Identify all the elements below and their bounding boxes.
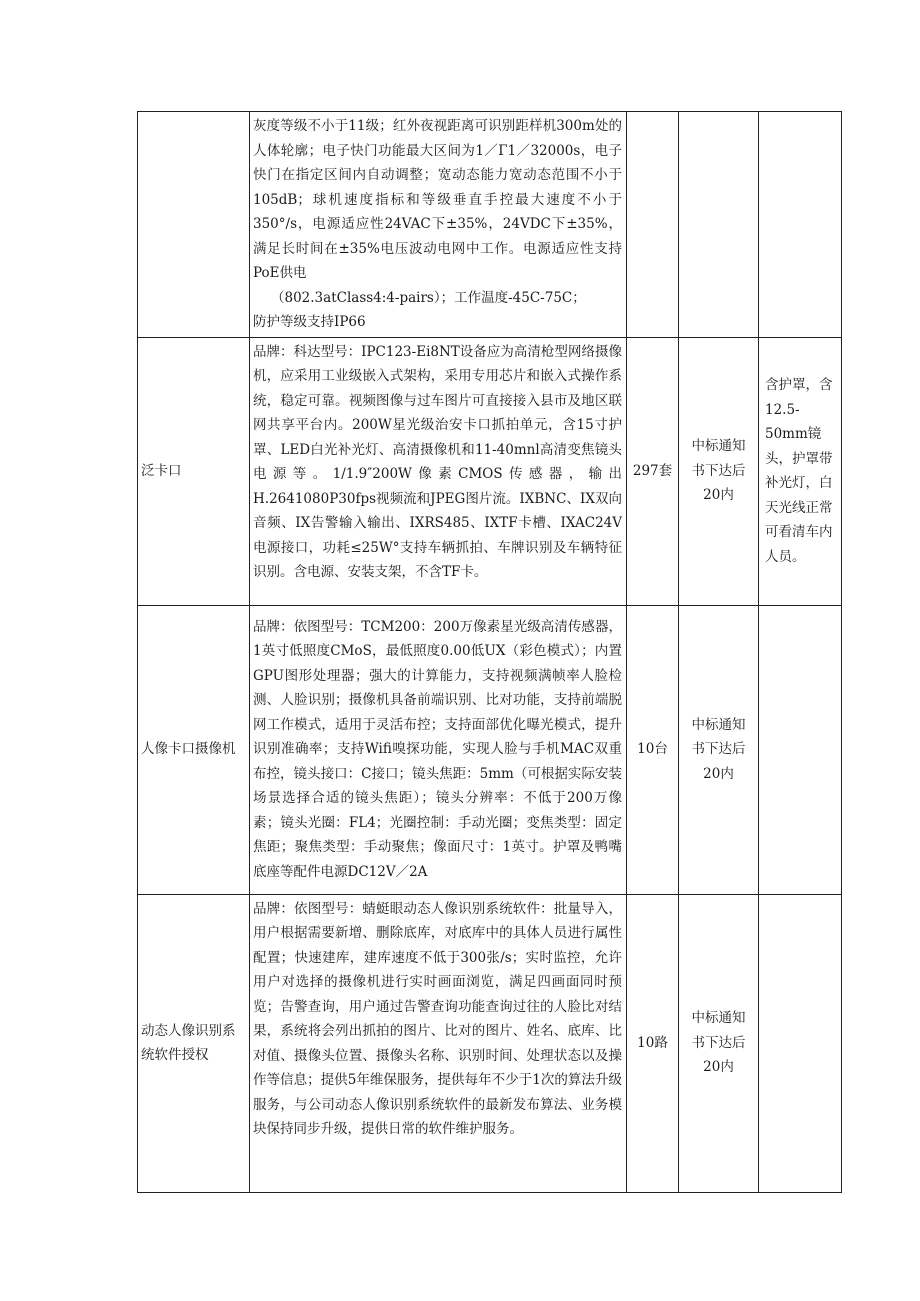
spec-paragraph: 灰度等级不小于11级；红外夜视距离可识别距样机300m处的人体轮廓；电子快门功能最大区间为1／Γ1／32000s，电子快门在指定区间内自动调整；宽动态能力宽动态范围不小于105dB；球机速度指标和等级垂直手控最大速度不小于350°/s，电源适应性24VAC下±35%，24VDC下±35%，满足长时间在±35%电压波动电网中工作。电源适应性支持PoE供电 xyxy=(253,118,622,281)
item-spec-cell xyxy=(250,112,627,338)
quantity-cell: 297套 xyxy=(627,337,679,605)
table-row xyxy=(138,605,842,894)
delivery-cell: 中标通知书下达后20内 xyxy=(679,605,759,894)
spec-paragraph: 品牌：科达型号：IPC123-Ei8NT设备应为高清枪型网络摄像机，应采用工业级嵌入式架构，采用专用芯片和嵌入式操作系统，稳定可靠。视频图像与过车图片可直接接入县市及地区联网共享平台内。200W星光级治安卡口抓拍单元，含15寸护罩、LED白光补光灯、高清摄像机和11-40mnl高清变焦镜头电源等。1/1.9″200W像素CMOS传感器，输出H.2641080P30fps视频流和JPEG图片流。IXBNC、IX双向音频、IX告警输入输出、IXRS485、IXTF卡槽、IXAC24V电源接口，功耗≤25W°支持车辆抓拍、车牌识别及车辆特征识别。含电源、安装支架，不含TF卡。 xyxy=(253,343,622,580)
spec-table xyxy=(137,111,842,1193)
quantity-cell: 10台 xyxy=(627,605,679,894)
delivery-cell xyxy=(679,112,759,338)
item-name-cell: 泛卡口 xyxy=(138,337,250,605)
quantity-cell: 10路 xyxy=(627,894,679,1192)
table-row xyxy=(138,112,842,338)
item-spec-cell xyxy=(250,894,627,1192)
spec-paragraph: （802.3atClass4:4-pairs）；工作温度-45C-75C； xyxy=(271,289,586,306)
delivery-cell: 中标通知书下达后20内 xyxy=(679,337,759,605)
table-row xyxy=(138,337,842,605)
spec-paragraph: 品牌：依图型号：TCM200：200万像素星光级高清传感器，1英寸低照度CMoS，最低照度0.00低UX（彩色模式）；内置GPU图形处理器；强大的计算能力，支持视频满帧率人脸检测、人脸识别；摄像机具备前端识别、比对功能，支持前端脱网工作模式，适用于灵活布控；支持面部优化曝光模式，提升识别准确率；支持Wifi嗅探功能，实现人脸与手机MAC双重布控，镜头接口：C接口；镜头焦距：5mm（可根据实际安装场景选择合适的镜头焦距）；镜头分辨率：不低于200万像素；镜头光圈：FL4；光圈控制：手动光圈；变焦类型：固定焦距；聚焦类型：手动聚焦；像面尺寸：1英寸。护罩及鸭嘴底座等配件电源DC12V／2Α xyxy=(253,618,622,880)
remark-cell: 含护罩，含12.5-50mm镜头，护罩带补光灯，白天光线正常可看清车内人员。 xyxy=(759,337,842,605)
remark-cell xyxy=(759,112,842,338)
item-name-cell xyxy=(138,112,250,338)
item-name-cell: 动态人像识别系统软件授权 xyxy=(138,894,250,1192)
spec-paragraph: 品牌：依图型号：蜻蜓眼动态人像识别系统软件：批量导入，用户根据需要新增、删除底库，对底库中的具体人员进行属性配置；快速建库，建库速度不低于300张/s；实时监控，允许用户对选择的摄像机进行实时画面浏览，满足四画面同时预览；告警查询，用户通过告警查询功能查询过往的人脸比对结果，系统将会列出抓拍的图片、比对的图片、姓名、底库、比对值、摄像头位置、摄像头名称、识别时间、处理状态以及操作等信息；提供5年维保服务，提供每年不少于1次的算法升级服务，与公司动态人像识别系统软件的最新发布算法、业务模块保持同步升级，提供日常的软件维护服务。 xyxy=(253,900,622,1137)
item-spec-cell xyxy=(250,605,627,894)
remark-cell xyxy=(759,894,842,1192)
spec-paragraph: 防护等级支持IP66 xyxy=(253,314,366,330)
item-spec-cell xyxy=(250,337,627,605)
quantity-cell xyxy=(627,112,679,338)
table-row xyxy=(138,894,842,1192)
item-name-cell: 人像卡口摄像机 xyxy=(138,605,250,894)
remark-cell xyxy=(759,605,842,894)
delivery-cell: 中标通知书下达后20内 xyxy=(679,894,759,1192)
